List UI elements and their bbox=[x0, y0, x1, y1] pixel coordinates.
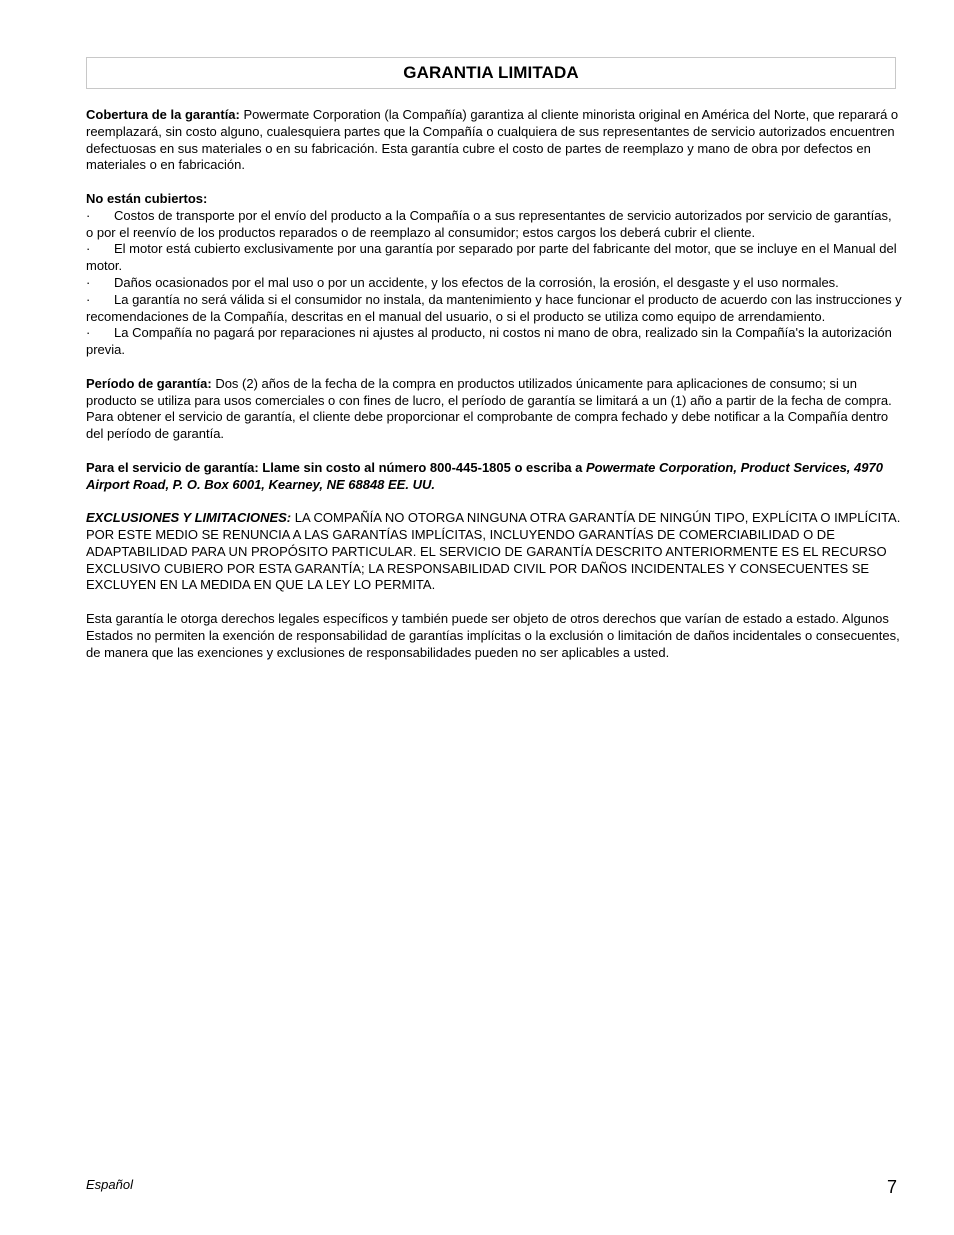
footer-language: Español bbox=[86, 1177, 133, 1192]
bullet-icon: · bbox=[86, 207, 91, 223]
bullet-icon: · bbox=[86, 325, 91, 341]
exclusions-text: LA COMPAÑÍA NO OTORGA NINGUNA OTRA GARANTÍA DE NINGÚN TIPO, EXPLÍCITA O IMPLÍCITA. POR ESTE MEDIO SE RENUNCIA A LAS GARANTÍAS IMPLÍCITAS, INCLUYENDO GARANTÍAS DE COMERCIABILIDAD O DE ADAPTABILIDAD PARA UN PROPÓSITO PARTICULAR. EL SERVICIO DE GARANTÍA DESCRITO ANTERIORMENTE ES EL RECURSO EXCLUSIVO CUBIERO POR ESTA GARANTÍA; LA RESPONSABILIDAD CIVIL POR DAÑOS INCIDENTALES Y CONSECUENTES SE EXCLUYEN EN LA MEDIDA EN QUE LA LEY LO PERMITA. bbox=[86, 510, 901, 593]
service-address: Powermate Corporation, Product Services, 4970 Airport Road, P. O. Box 6001, Kearney, NE 68848 EE. UU. bbox=[86, 459, 883, 492]
title-box bbox=[86, 57, 896, 89]
period-text: Dos (2) años de la fecha de la compra en productos utilizados únicamente para aplicaciones de consumo; si un producto se utiliza para usos comerciales o con fines de lucro, el período de garantía se limitará a un (1) año a partir de la fecha de compra. Para obtener el servicio de garantía, el cliente debe proporcionar el comprobante de compra fechado y debe notificar a la Compañía dentro del período de garantía. bbox=[86, 375, 892, 442]
list-item: · Costos de transporte por el envío del producto a la Compañía o a sus representantes de servicio autorizados por servicio de garantías, o por el reenvío de los productos reparados o de reemplazo al consumidor; estos cargos los deberá cubrir el cliente. bbox=[86, 207, 892, 240]
period-paragraph bbox=[86, 376, 902, 443]
service-paragraph bbox=[86, 460, 902, 494]
coverage-paragraph bbox=[86, 107, 902, 174]
bullet-icon: · bbox=[86, 291, 91, 307]
period-heading: Período de garantía: bbox=[86, 375, 212, 391]
list-item: · El motor está cubierto exclusivamente por una garantía por separado por parte del fabricante del motor, que se incluye en el Manual del motor. bbox=[86, 241, 897, 274]
warranty-body bbox=[86, 107, 902, 678]
bullet-icon: · bbox=[86, 274, 91, 290]
rights-paragraph: Esta garantía le otorga derechos legales específicos y también puede ser objeto de otros derechos que varían de estado a estado. Algunos Estados no permiten la exención de responsabilidad de garantías implícitas o la exclusión o limitación de daños incidentales o consecuentes, de manera que las exenciones y exclusiones de responsabilidades pueden no ser aplicables a usted. bbox=[86, 610, 900, 660]
page-number: 7 bbox=[886, 1177, 897, 1197]
coverage-heading: Cobertura de la garantía: bbox=[86, 107, 240, 122]
service-text: Para el servicio de garantía: Llame sin costo al número 800-445-1805 o escriba a bbox=[86, 459, 587, 475]
not-covered-list bbox=[86, 208, 902, 359]
list-item: · La garantía no será válida si el consumidor no instala, da mantenimiento y hace funcionar el producto de acuerdo con las instrucciones y recomendaciones de la Compañía, descritas en el manual del usuario, o si el producto se utiliza como equipo de arrendamiento. bbox=[86, 291, 902, 324]
coverage-text: Powermate Corporation (la Compañía) garantiza al cliente minorista original en América del Norte, que reparará o reemplazará, sin costo alguno, cualesquiera partes que la Compañía o cualquiera de sus representantes de servicio autorizados encuentren defectuosas en sus materiales o en su fabricación. Esta garantía cubre el costo de partes de reemplazo y mano de obra por defectos en materiales o en fabricación. bbox=[86, 107, 899, 173]
exclusions-paragraph bbox=[86, 510, 902, 594]
list-item: · La Compañía no pagará por reparaciones ni ajustes al producto, ni costos ni mano de obra, realizado sin la Compañía's la autorización previa. bbox=[86, 325, 892, 358]
not-covered-heading: No están cubiertos: bbox=[86, 190, 208, 206]
exclusions-heading: EXCLUSIONES Y LIMITACIONES: bbox=[86, 510, 292, 526]
page-title: GARANTIA LIMITADA bbox=[403, 63, 579, 82]
bullet-icon: · bbox=[86, 241, 91, 257]
list-item: · Daños ocasionados por el mal uso o por un accidente, y los efectos de la corrosión, la erosión, el desgaste y el uso normales. bbox=[86, 274, 839, 290]
